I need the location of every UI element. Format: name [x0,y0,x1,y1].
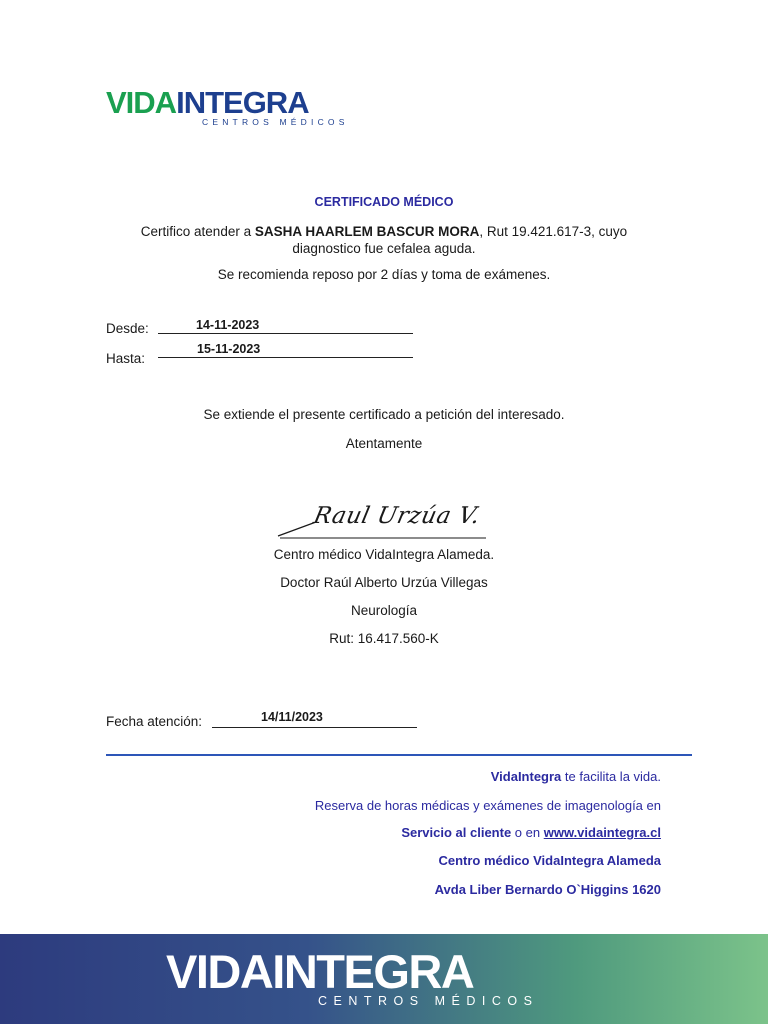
footer-reservation: Reserva de horas médicas y exámenes de imagenología en [314,798,661,813]
footer-or: o en [511,825,544,840]
footer-brand: VidaIntegra [490,769,562,784]
logo-part-vida: VIDA [106,85,177,120]
certificate-intro [130,223,638,257]
hasta-label: Hasta: [106,351,146,366]
footer-tagline [491,769,661,784]
website-link[interactable]: www.vidaintegra.cl [543,825,661,840]
doctor-signature: Raul Urzúa V. [311,503,483,529]
desde-label: Desde: [106,321,149,336]
desde-value: 14-11-2023 [196,318,260,332]
signature-stroke [276,518,490,544]
logo-part-integra: INTEGRA [176,85,309,120]
desde-underline [158,333,413,334]
patient-name: SASHA HAARLEM BASCUR MORA [254,224,480,239]
footer-address [435,882,661,897]
intro-suffix: , Rut 19.421.617-3, cuyo diagnostico fue cefalea aguda. [292,224,628,256]
band-logo [166,946,538,1008]
vidaintegra-logo [106,86,349,127]
attention-value: 14/11/2023 [261,710,323,724]
footer-contact [401,825,661,840]
footer-address-text: Avda Liber Bernardo O`Higgins 1620 [434,882,661,897]
logo-tagline: CENTROS MÉDICOS [202,117,349,127]
certificate-title: CERTIFICADO MÉDICO [314,195,454,209]
band-logo-word: VIDAINTEGRA [166,945,474,998]
service-link[interactable]: Servicio al cliente [401,825,512,840]
closing-text: Atentamente [345,436,423,451]
hasta-value: 15-11-2023 [197,342,261,356]
footer-center-name-text: Centro médico VidaIntegra Alameda [438,853,661,868]
signature-center: Centro médico VidaIntegra Alameda. [273,547,495,562]
signature-doctor: Doctor Raúl Alberto Urzúa Villegas [280,575,488,590]
recommendation-text: Se recomienda reposo por 2 días y toma de exámenes. [217,267,551,282]
attention-label: Fecha atención: [106,714,203,729]
extension-text: Se extiende el presente certificado a petición del interesado. [203,407,565,422]
signature-specialty: Neurología [350,603,418,618]
attention-underline [212,727,417,728]
footer-divider [106,754,692,756]
hasta-underline [158,357,413,358]
intro-prefix: Certifico atender a [140,224,255,239]
footer-brand-suffix: te facilita la vida. [561,769,661,784]
signature-rut: Rut: 16.417.560-K [329,631,439,646]
footer-center-name [438,853,661,868]
band-logo-tagline: CENTROS MÉDICOS [318,994,539,1008]
